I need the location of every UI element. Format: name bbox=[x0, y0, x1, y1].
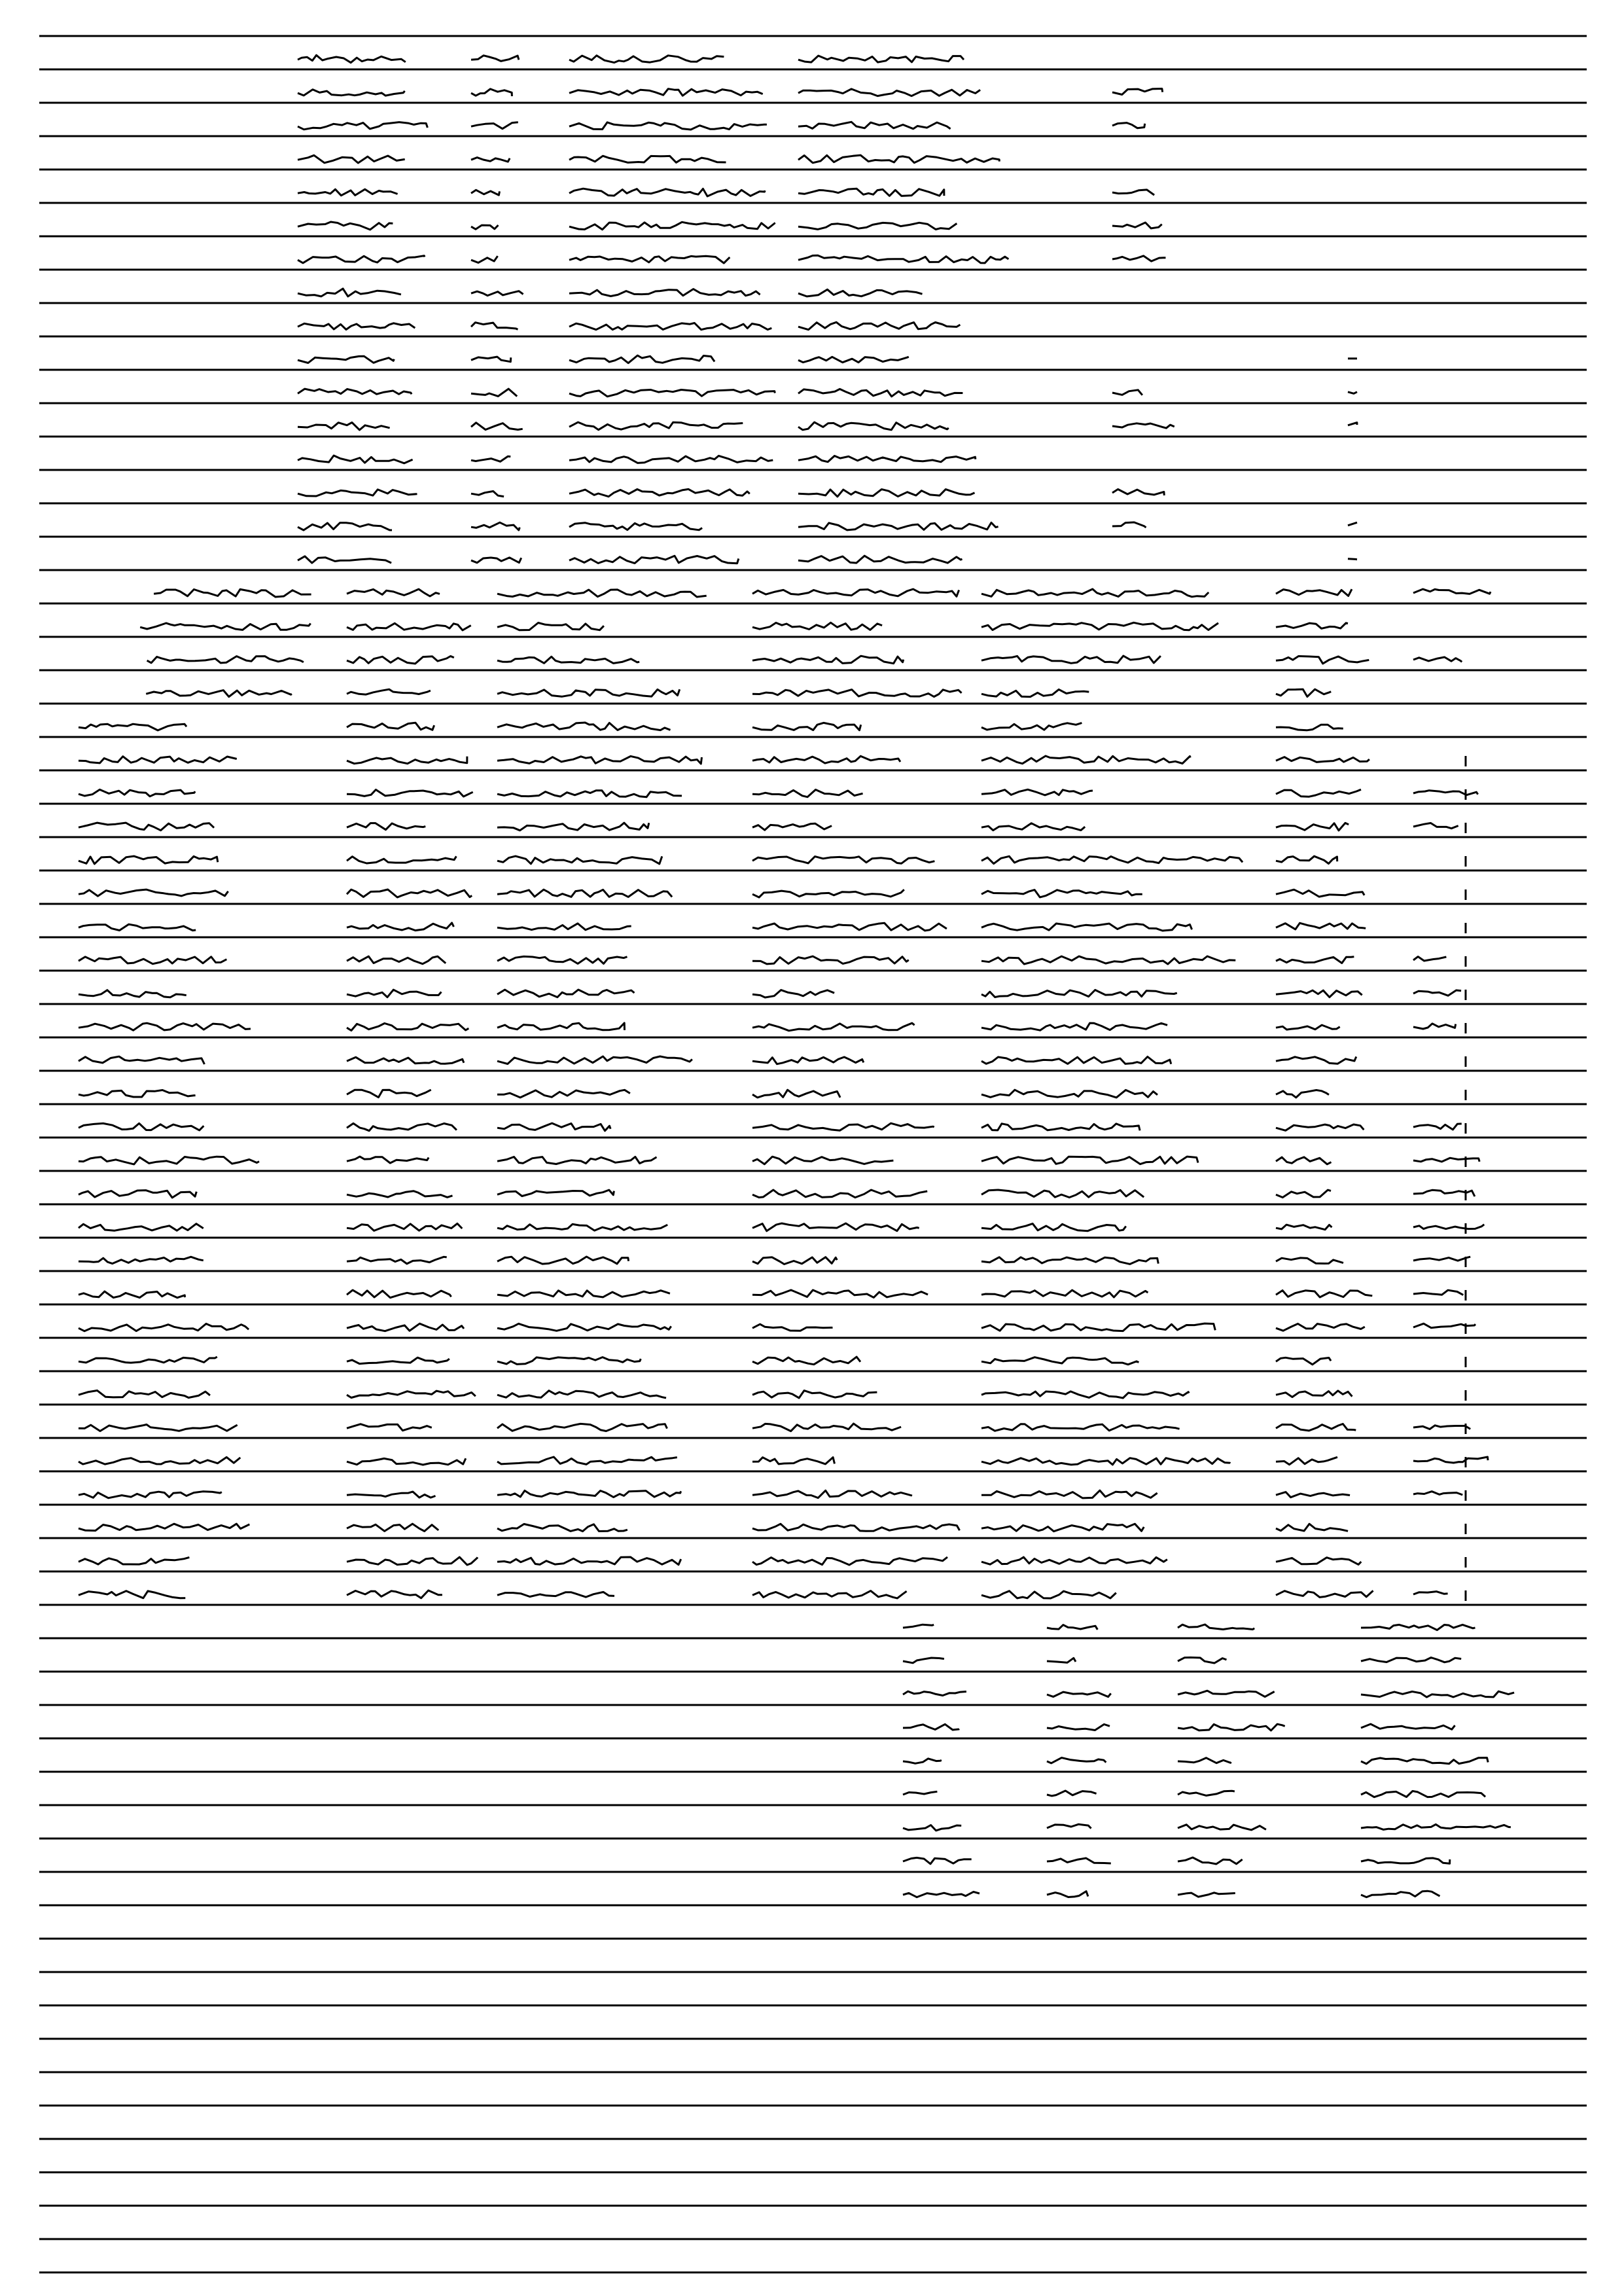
scribble-mark bbox=[1348, 559, 1357, 560]
